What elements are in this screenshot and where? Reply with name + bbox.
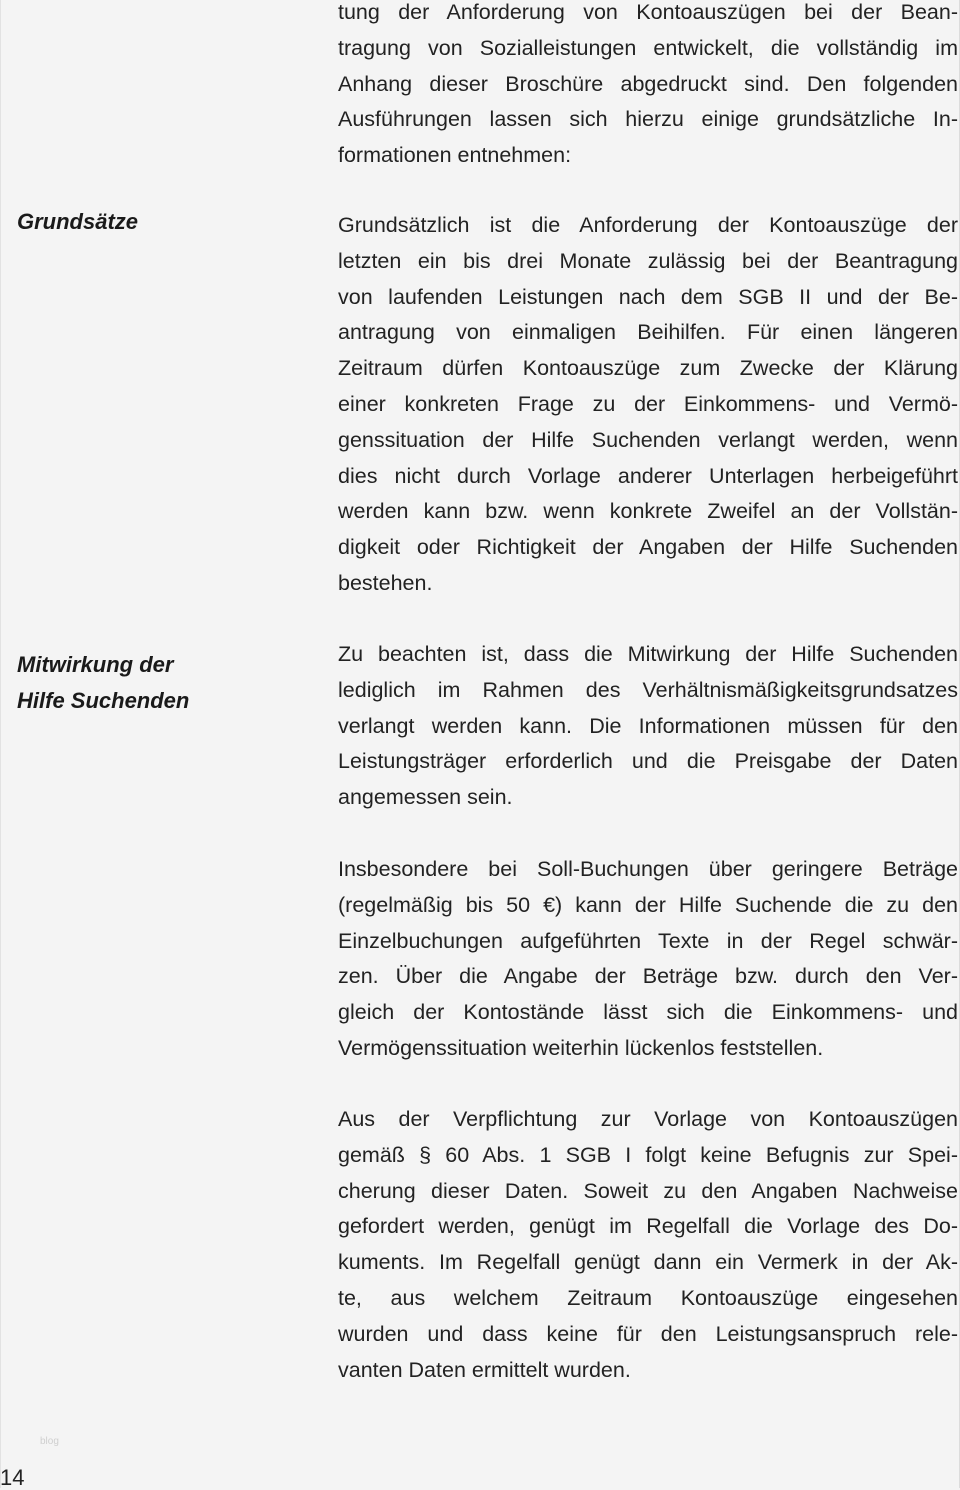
text-line: einer konkreten Frage zu der Einkommens- und Vermö- (338, 391, 958, 416)
text-line: gefordert werden, genügt im Regelfall die Vorlage des Do- (338, 1214, 958, 1239)
text-line: digkeit oder Richtigkeit der Angaben der Hilfe Suchenden (338, 535, 958, 560)
text-line: bestehen. (338, 570, 433, 595)
text-line: Leistungsträger erforderlich und die Preisgabe der Daten (338, 749, 958, 774)
sidebar-heading-mitwirkung (17, 647, 189, 719)
text-line: Anhang dieser Broschüre abgedruckt sind. Den folgenden (338, 71, 958, 96)
text-line: Aus der Verpflichtung zur Vorlage von Kontoauszügen (338, 1107, 958, 1131)
text-line: werden kann bzw. wenn konkrete Zweifel an der Vollstän- (338, 499, 958, 524)
sidebar-heading-line: Mitwirkung der (17, 652, 174, 677)
text-line: formationen entnehmen: (338, 143, 572, 168)
watermark: blog (40, 1436, 59, 1447)
text-line: Ausführungen lassen sich hierzu einige grundsätzliche In- (338, 107, 958, 132)
text-line: Zeitraum dürfen Kontoauszüge zum Zwecke der Klärung (338, 356, 958, 381)
text-line: lediglich im Rahmen des Verhältnismäßigkeitsgrundsatzes (338, 677, 958, 702)
paragraph-intro (338, 0, 958, 174)
text-line: wurden und dass keine für den Leistungsanspruch rele- (338, 1321, 958, 1346)
text-line: kuments. Im Regelfall genügt dann ein Vermerk in der Ak- (338, 1250, 958, 1275)
page-left-edge (0, 0, 1, 1488)
text-line: cherung dieser Daten. Soweit zu den Angaben Nachweise (338, 1178, 958, 1203)
text-line: (regelmäßig bis 50 €) kann der Hilfe Suchende die zu den (338, 892, 958, 917)
text-line: Zu beachten ist, dass die Mitwirkung der Hilfe Suchenden (338, 642, 958, 666)
text-line: von laufenden Leistungen nach dem SGB II und der Be- (338, 284, 958, 309)
text-line: tung der Anforderung von Kontoauszügen bei der Bean- (338, 0, 958, 24)
text-line: verlangt werden kann. Die Informationen müssen für den (338, 713, 958, 738)
paragraph-speicherung (338, 1102, 958, 1388)
sidebar-heading-grundsaetze (17, 204, 138, 240)
text-line: zen. Über die Angabe der Beträge bzw. durch den Ver- (338, 964, 958, 989)
text-line: gleich der Kontostände lässt sich die Einkommens- und (338, 1000, 958, 1025)
page-number: 14 (0, 1465, 25, 1490)
text-line: letzten ein bis drei Monate zulässig bei der Beantragung (338, 248, 958, 273)
text-line: genssituation der Hilfe Suchenden verlangt werden, wenn (338, 427, 958, 452)
text-line: tragung von Sozialleistungen entwickelt, die vollständig im (338, 35, 958, 60)
sidebar-heading-line: Hilfe Suchenden (17, 688, 190, 713)
text-line: angemessen sein. (338, 785, 513, 810)
text-line: Vermögenssituation weiterhin lückenlos feststellen. (338, 1035, 824, 1060)
text-line: vanten Daten ermittelt wurden. (338, 1357, 631, 1382)
paragraph-soll-buchungen (338, 852, 958, 1067)
text-line: antragung von einmaligen Beihilfen. Für einen längeren (338, 320, 958, 345)
text-line: Grundsätzlich ist die Anforderung der Kontoauszüge der (338, 213, 958, 237)
text-line: gemäß § 60 Abs. 1 SGB I folgt keine Befugnis zur Spei- (338, 1142, 958, 1167)
text-line: Einzelbuchungen aufgeführten Texte in der Regel schwär- (338, 928, 958, 953)
paragraph-mitwirkung (338, 637, 958, 816)
text-line: Insbesondere bei Soll-Buchungen über geringere Beträge (338, 857, 958, 881)
text-line: dies nicht durch Vorlage anderer Unterlagen herbeigeführt (338, 463, 958, 488)
paragraph-grundsaetze (338, 208, 958, 602)
text-line: te, aus welchem Zeitraum Kontoauszüge eingesehen (338, 1285, 958, 1310)
sidebar-heading-text: Grundsätze (17, 209, 139, 234)
